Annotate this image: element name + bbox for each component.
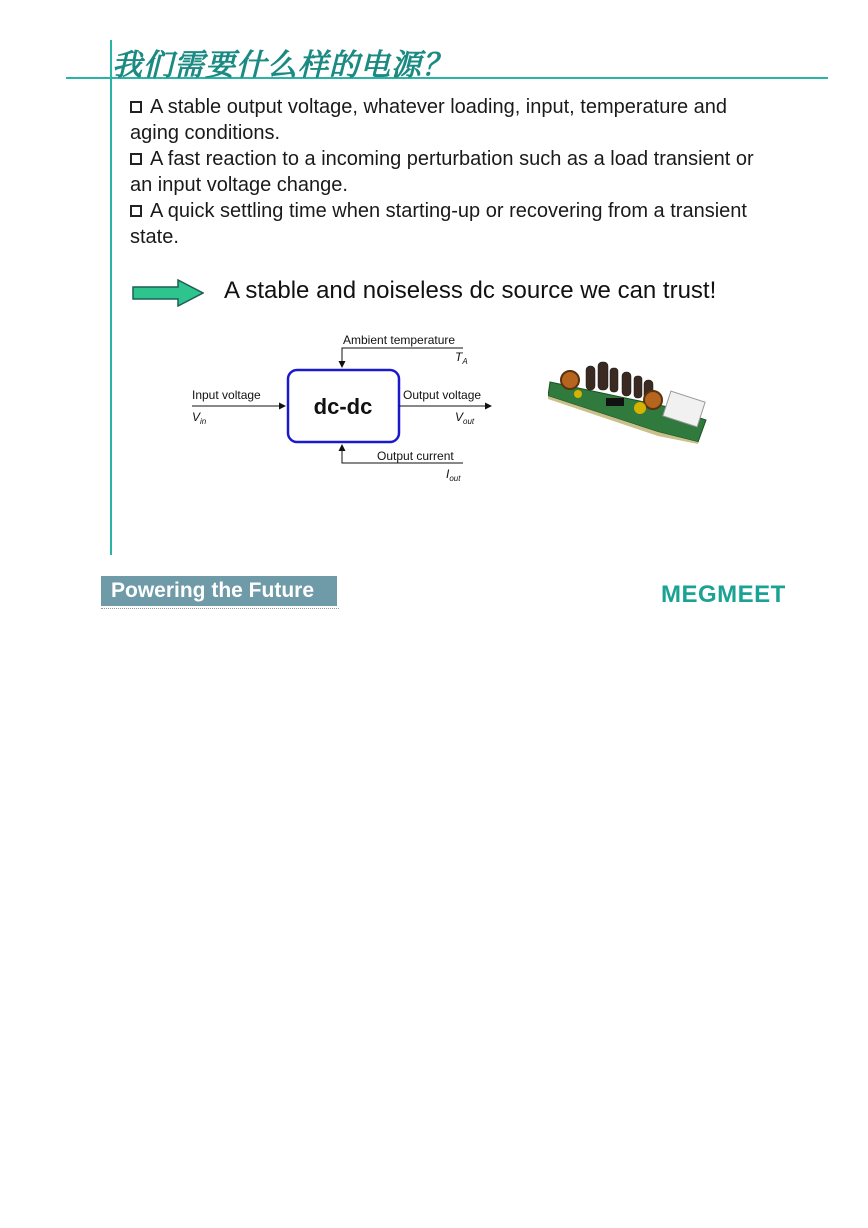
current-symbol: $I_{out}$ — [446, 467, 461, 483]
input-symbol: $V_{in}$ — [192, 410, 207, 426]
tagline-underline — [101, 608, 339, 610]
block-label: dc-dc — [313, 394, 373, 419]
bullet-item — [130, 198, 770, 250]
brand-logo: MEGMEET — [661, 581, 786, 608]
bullet-item — [130, 146, 770, 198]
tagline-badge: Powering the Future — [101, 576, 337, 606]
ambient-label: Ambient temperature — [343, 333, 456, 347]
output-symbol: $V_{out}$ — [455, 410, 475, 426]
bullet-text: A quick settling time when starting-up or recovering from a transient state. — [130, 200, 747, 248]
conclusion-text: A stable and noiseless dc source we can trust! — [224, 277, 717, 304]
dc-dc-block-diagram — [185, 330, 515, 490]
ambient-symbol: $T_A$ — [455, 350, 468, 366]
bullet-list — [130, 94, 770, 250]
bullet-item — [130, 94, 770, 146]
current-label: Output current — [377, 449, 454, 463]
checkbox-square-icon — [130, 205, 142, 217]
checkbox-square-icon — [130, 101, 142, 113]
page-title: 我们需要什么样的电源？ — [112, 49, 453, 82]
bullet-text: A fast reaction to a incoming perturbation such as a load transient or an input voltage change. — [130, 148, 754, 196]
bullet-text: A stable output voltage, whatever loading, input, temperature and aging conditions. — [130, 96, 728, 144]
power-module-board-image — [548, 352, 708, 444]
accent-vertical-rule — [110, 40, 112, 555]
checkbox-square-icon — [130, 153, 142, 165]
right-arrow-icon — [132, 279, 204, 307]
ambient-arrow — [342, 348, 463, 367]
input-label: Input voltage — [192, 388, 261, 402]
output-label: Output voltage — [403, 388, 482, 402]
